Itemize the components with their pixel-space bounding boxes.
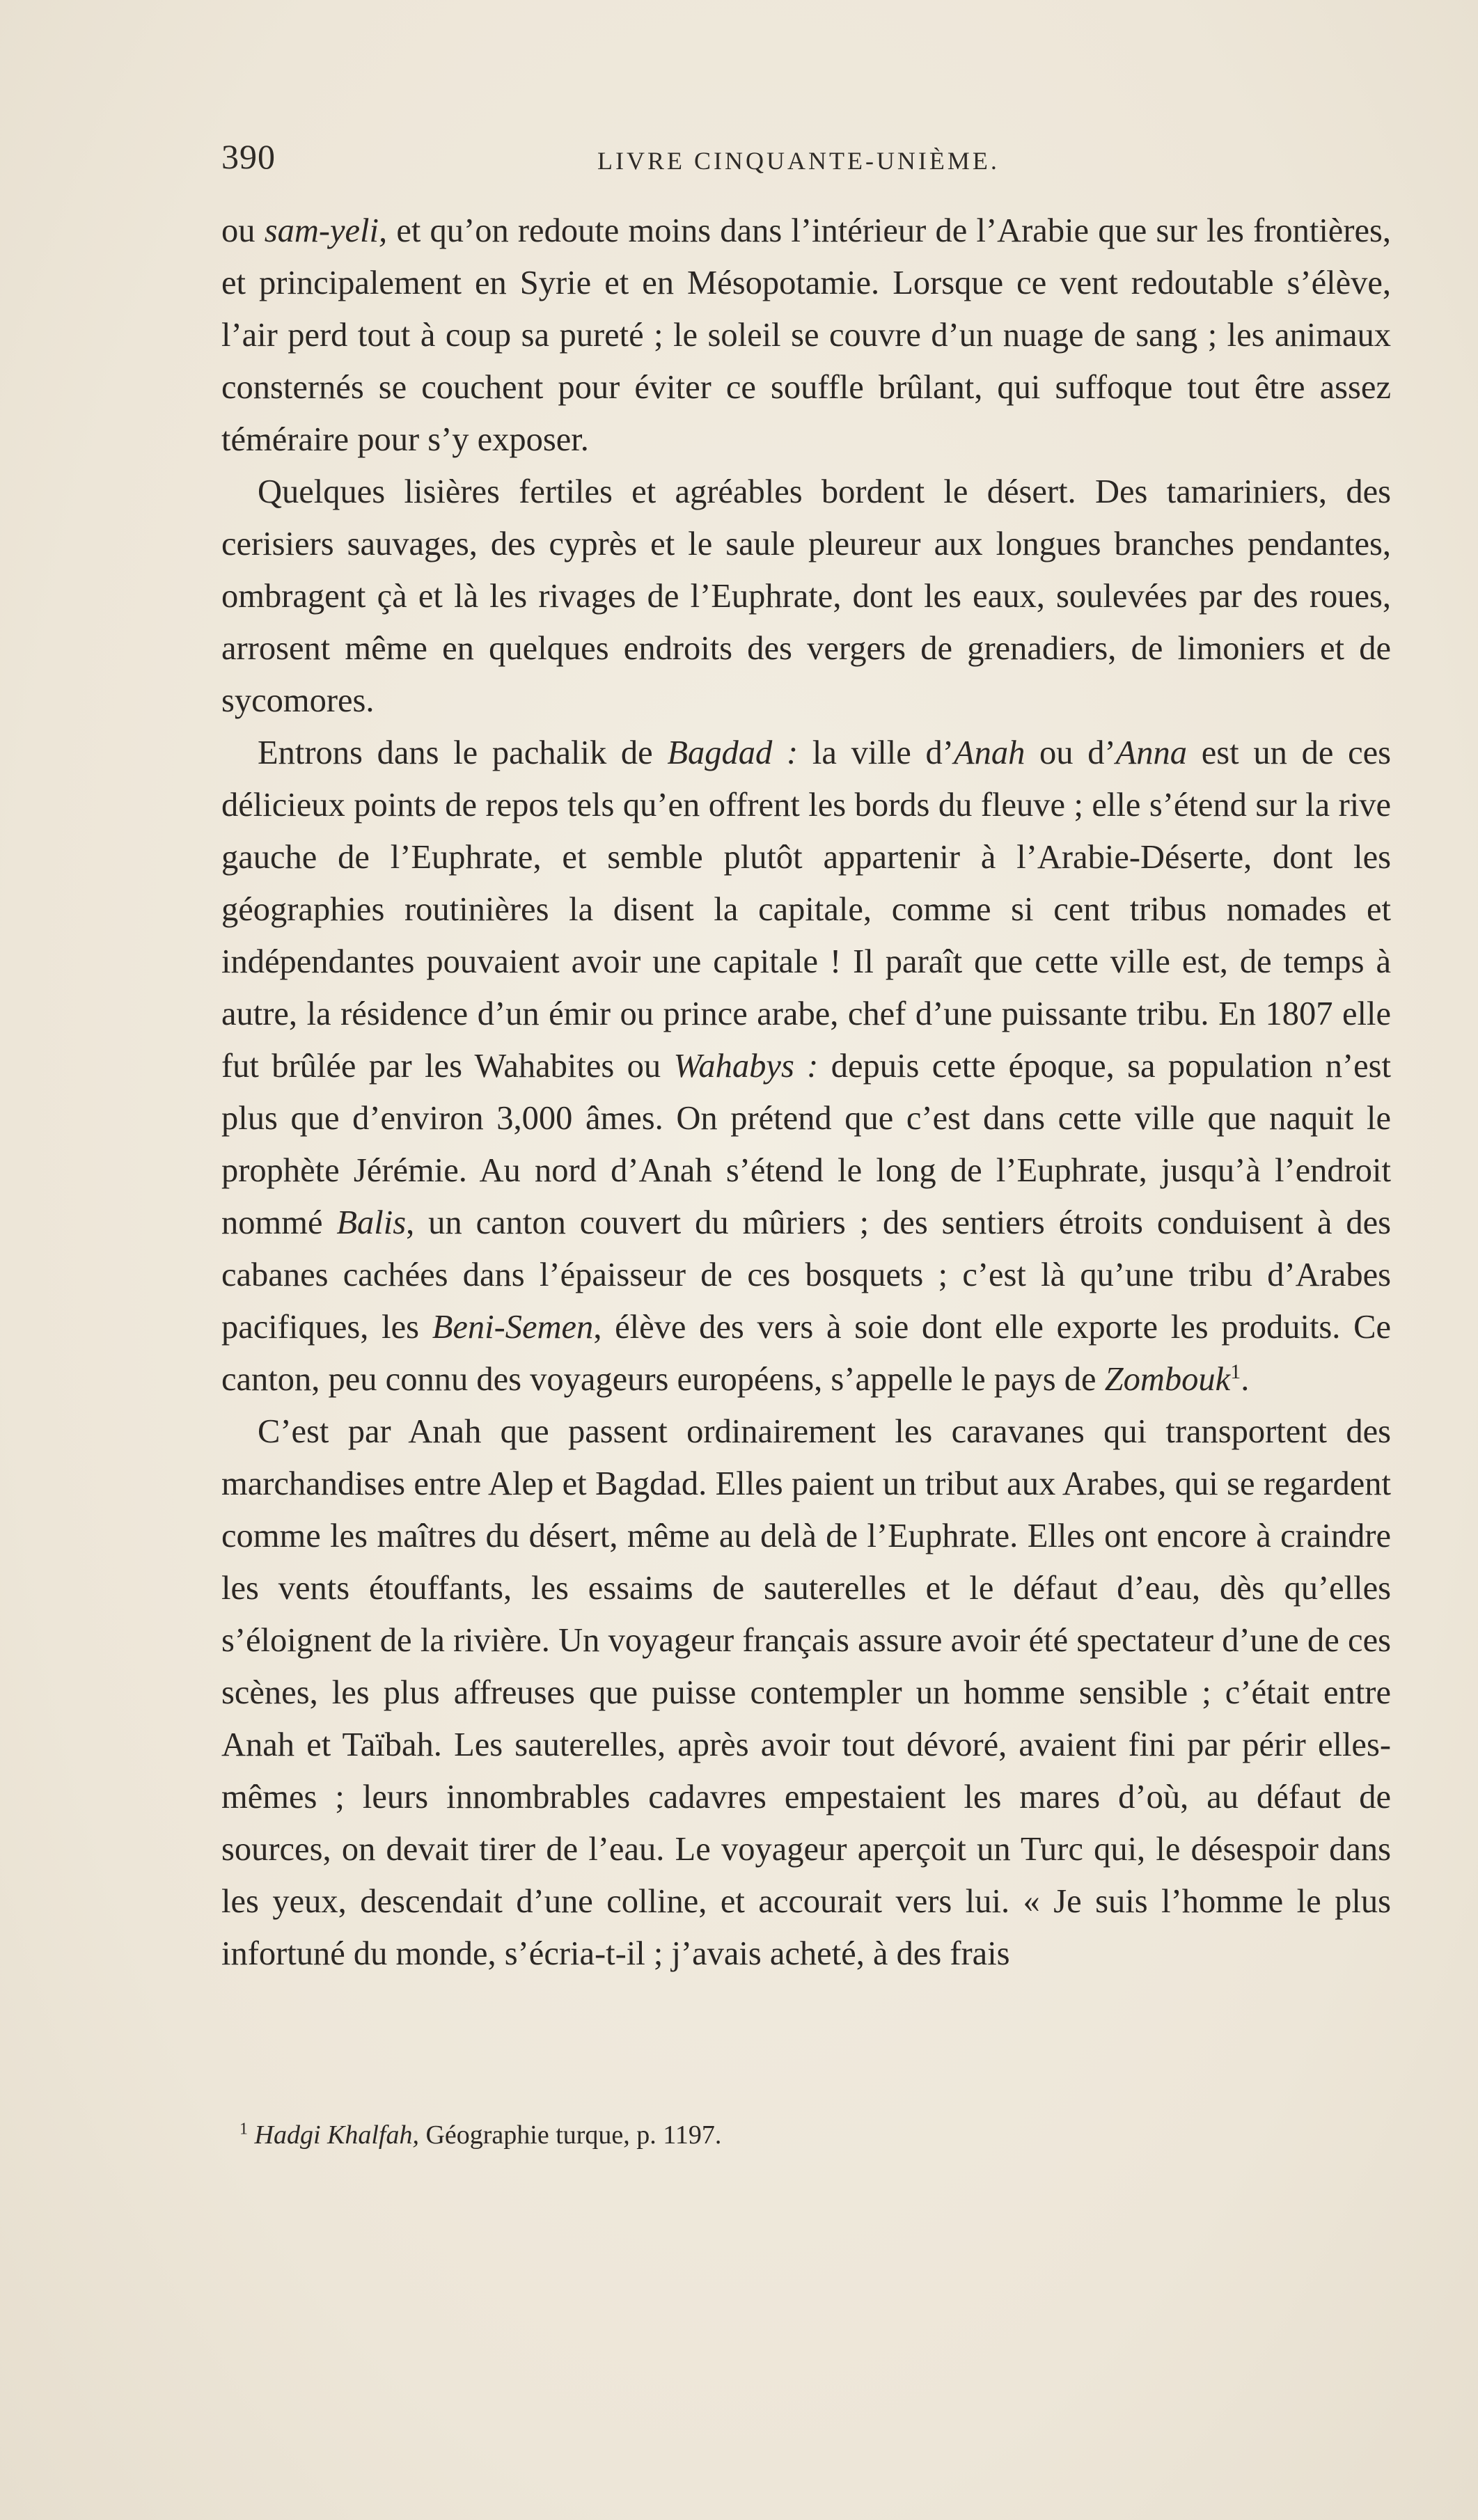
italic-text: Bagdad : bbox=[667, 734, 799, 771]
text-segment: C’est par Anah que passent ordinairement les caravanes qui transportent des marchandises entre Alep et Bagdad. Elles paient un tribut aux Arabes, qui se regardent comme les maîtres du désert, même au delà de l’Euphrate. Elles ont encore à craindre les vents étouffants, les essaims de sauterelles et le défaut d’eau, dès qu’elles s’éloignent de la rivière. Un voyageur français assure avoir été spectateur d’une de ces scènes, les plus affreuses que puisse contempler un homme sensible ; c’était entre Anah et Taïbah. Les sauterelles, après avoir tout dévoré, avaient fini par périr elles-mêmes ; leurs innombrables cadavres empestaient les mares d’où, au défaut de sources, on devait tirer de l’eau. Le voyageur aperçoit un Turc qui, le désespoir dans les yeux, descendait d’une colline, et accourait vers lui. « Je suis l’homme le plus infortuné du monde, s’écria-t-il ; j’avais acheté, à des frais bbox=[221, 1413, 1391, 1972]
italic-text: Zombouk bbox=[1104, 1361, 1231, 1398]
footnote-marker: 1 bbox=[239, 2120, 248, 2139]
text-segment: , élève des vers à soie dont elle exporte les produits. Ce canton, peu connu des voyageurs européens, s’appelle le pays de bbox=[221, 1309, 1391, 1398]
page-header bbox=[221, 136, 1391, 185]
text-segment: est un de ces délicieux points de repos tels qu’en offrent les bords du fleuve ; elle s’étend sur la rive gauche de l’Euphrate, et semble plutôt appartenir à l’Arabie-Déserte, dont les géographies routinières la disent la capitale, comme si cent tribus nomades et indépendantes pouvaient avoir une capitale ! Il paraît que cette ville est, de temps à autre, la résidence d’un émir ou prince arabe, chef d’une puissante tribu. En 1807 elle fut brûlée par les Wahabites ou bbox=[221, 734, 1392, 1085]
text-segment: depuis cette époque, sa population n’est plus que d’environ 3,000 âmes. On prétend que c’est dans cette ville que naquit le prophète Jérémie. Au nord d’Anah s’étend le long de l’Euphrate, jusqu’à l’endroit nommé bbox=[221, 1048, 1391, 1241]
body-text bbox=[221, 205, 1391, 1980]
text-segment: , un canton couvert du mûriers ; des sentiers étroits conduisent à des cabanes cachées dans l’épaisseur de ces bosquets ; c’est là qu’une tribu d’Arabes pacifiques, les bbox=[221, 1204, 1391, 1346]
text-segment: ou d’ bbox=[1025, 734, 1116, 771]
text-segment: ou bbox=[221, 212, 265, 249]
italic-text: Anna bbox=[1115, 734, 1188, 771]
page-number: 390 bbox=[221, 137, 276, 176]
paragraph bbox=[221, 466, 1391, 727]
italic-text: Wahabys : bbox=[673, 1048, 819, 1085]
footnote-author: Hadgi Khalfah, bbox=[254, 2120, 419, 2150]
text-segment: la ville d’ bbox=[798, 734, 954, 771]
paragraph bbox=[221, 1405, 1391, 1980]
text-segment: Quelques lisières fertiles et agréables bordent le désert. Des tamariniers, des cerisiers sauvages, des cyprès et le saule pleureur aux longues branches pendantes, ombragent çà et là les rivages de l’Euphrate, dont les eaux, soulevées par des roues, arrosent même en quelques endroits des vergers de grenadiers, de limoniers et de sycomores. bbox=[221, 473, 1391, 719]
text-segment: . bbox=[1241, 1361, 1250, 1398]
italic-text: Beni-Semen bbox=[432, 1309, 594, 1346]
paragraph bbox=[221, 727, 1391, 1405]
footnote bbox=[221, 2118, 1409, 2152]
paragraph bbox=[221, 205, 1391, 466]
footnote-text: Géographie turque, p. 1197. bbox=[418, 2120, 722, 2150]
running-head: LIVRE CINQUANTE-UNIÈME. bbox=[597, 147, 1000, 175]
italic-text: Anah bbox=[953, 734, 1025, 771]
footnote-reference: 1 bbox=[1230, 1360, 1241, 1383]
italic-text: sam-yeli, bbox=[264, 212, 388, 249]
italic-text: Balis bbox=[336, 1204, 407, 1241]
text-segment: Entrons dans le pachalik de bbox=[258, 734, 668, 771]
text-segment: et qu’on redoute moins dans l’intérieur de l’Arabie que sur les frontières, et principalement en Syrie et en Mésopotamie. Lorsque ce vent redoutable s’élève, l’air perd tout à coup sa pureté ; le soleil se couvre d’un nuage de sang ; les animaux consternés se couchent pour éviter ce souffle brûlant, qui suffoque tout être assez téméraire pour s’y exposer. bbox=[221, 212, 1391, 458]
